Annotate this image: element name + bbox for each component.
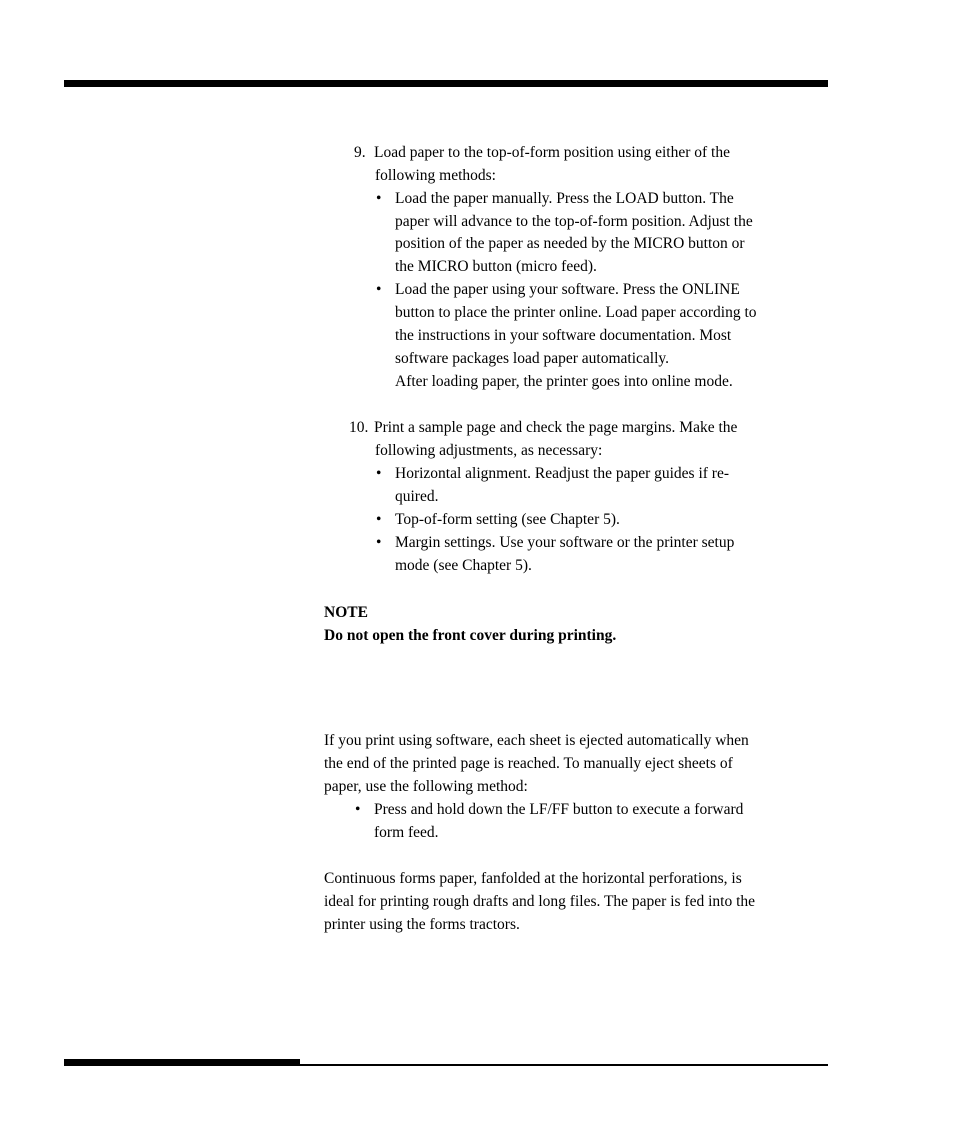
bullet-text-line: After loading paper, the printer goes into online mode. [395, 373, 733, 390]
bullet-icon: • [376, 534, 382, 551]
step-text-line: Load paper to the top-of-form position using either of the [374, 144, 730, 161]
bullet-text-line: Horizontal alignment. Readjust the paper guides if re- [395, 465, 730, 482]
bullet-text-line: button to place the printer online. Load paper according to [395, 304, 757, 321]
paragraph-line: printer using the forms tractors. [324, 916, 520, 933]
bullet-icon: • [355, 801, 361, 818]
paragraph-line: Continuous forms paper, fanfolded at the horizontal perforations, is [324, 870, 742, 887]
bullet-text-line: position of the paper as needed by the MICRO button or [395, 235, 745, 252]
bullet-text-line: paper will advance to the top-of-form position. Adjust the [395, 213, 753, 230]
note-heading: NOTE [324, 604, 368, 621]
bullet-text-line: the MICRO button (micro feed). [395, 258, 597, 275]
bullet-icon: • [376, 190, 382, 207]
paragraph-line: the end of the printed page is reached. To manually eject sheets of [324, 755, 733, 772]
bullet-text-line: Load the paper using your software. Press the ONLINE [395, 281, 740, 298]
paragraph-line: paper, use the following method: [324, 778, 528, 795]
bullet-icon: • [376, 511, 382, 528]
bullet-text-line: Press and hold down the LF/FF button to execute a forward [374, 801, 744, 818]
bullet-text-line: Load the paper manually. Press the LOAD button. The [395, 190, 734, 207]
bullet-text-line: form feed. [374, 824, 439, 841]
paragraph-line: ideal for printing rough drafts and long files. The paper is fed into the [324, 893, 756, 910]
paragraph-line: If you print using software, each sheet is ejected automatically when [324, 732, 749, 749]
bullet-icon: • [376, 281, 382, 298]
bullet-text-line: mode (see Chapter 5). [395, 557, 532, 574]
top-rule [64, 80, 828, 87]
bullet-text-line: the instructions in your software documentation. Most [395, 327, 732, 344]
bullet-text-line: Top-of-form setting (see Chapter 5). [395, 511, 620, 528]
step-text-line: Print a sample page and check the page margins. Make the [374, 419, 738, 436]
bottom-rule-thin [300, 1064, 828, 1066]
step-number: 10. [349, 419, 369, 436]
step-text-line: following adjustments, as necessary: [375, 442, 603, 459]
bullet-text-line: Margin settings. Use your software or the printer setup [395, 534, 735, 551]
bottom-rule-thick [64, 1059, 300, 1066]
bullet-text-line: software packages load paper automatically. [395, 350, 669, 367]
bullet-icon: • [376, 465, 382, 482]
step-number: 9. [354, 144, 366, 161]
bullet-text-line: quired. [395, 488, 439, 505]
step-text-line: following methods: [375, 167, 496, 184]
note-text: Do not open the front cover during printing. [324, 627, 617, 644]
